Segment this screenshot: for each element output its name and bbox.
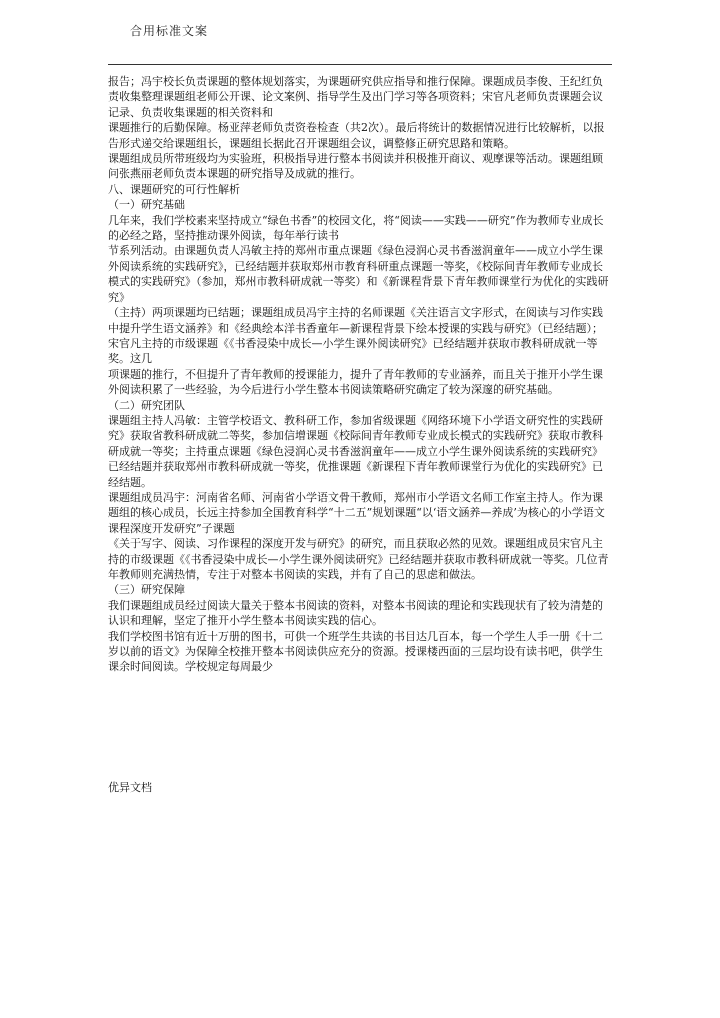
paragraph: （主持）两项课题均已结题；课题组成员冯宇主持的名师课题《关注语言文字形式，在阅读与习作实践中提升学生语文涵养》和《经典绘本洋书香童年—新课程背景下绘本授课的实践与研究》（已经结题）；宋官凡主持的市级课题《《书香浸染中成长—小学生课外阅读研究》已经结题并获取市教科研成就一等奖。这几 bbox=[108, 306, 603, 366]
subsection-heading: （二）研究团队 bbox=[108, 398, 185, 412]
paragraph: 课题组成员所带班级均为实验班，积极指导进行整本书阅读并积极推开商议、观摩课等活动。课题组顾问张燕丽老师负责本课题的研究指导及成就的推行。 bbox=[108, 152, 603, 181]
paragraph: 几年来，我们学校素来坚持成立“绿色书香”的校园文化，将“阅读——实践——研究”作为教师专业成长的必经之路，坚持推动课外阅读，每年举行读书 bbox=[108, 213, 604, 243]
paragraph: 我们课题组成员经过阅读大量关于整本书阅读的资料，对整本书阅读的理论和实践现状有了较为清楚的认识和理解，坚定了推开小学生整本书阅读实践的信心。 bbox=[108, 598, 603, 628]
paragraph: 课题推行的后勤保障。杨亚萍老师负责资卷检查（共2次）。最后将统计的数据情况进行比较解析，以报告形式递交给课题组长，课题组长据此召开课题组会议，调整修正研究思路和策略。 bbox=[108, 121, 605, 150]
document-body bbox=[108, 74, 612, 675]
paragraph: 课题组主持人冯敏：主管学校语文、教科研工作，参加省级课题《网络环境下小学语文研究性的实践研究》获取省教科研成就二等奖，参加信增课题《校际间青年教师专业成长模式的实践研究》获取市教科研成就一等奖；主持重点课题《绿色浸润心灵书香滋润童年——成立小学生课外阅读系统的实践研究》已经结题并获取郑州市教科研成就一等奖，优推课题《新课程下青年教师课堂行为优化的实践研究》已经结题。 bbox=[108, 413, 603, 489]
paragraph: 节系列活动。由课题负责人冯敏主持的郑州市重点课题《绿色浸润心灵书香滋润童年——成立小学生课外阅读系统的实践研究》，已经结题并获取郑州市教育科研重点课题一等奖，《校际间青年教师专业成长模式的实践研究》（参加，郑州市教科研成就一等奖）和《新课程背景下青年教师课堂行为优化的实践研究》 bbox=[108, 244, 609, 304]
page-header: 合用标准文案 bbox=[130, 24, 209, 38]
section-heading: 八、课题研究的可行性解析 bbox=[108, 182, 240, 196]
header-divider bbox=[108, 64, 612, 65]
paragraph: 我们学校图书馆有近十万册的图书，可供一个班学生共读的书目达几百本，每一个学生人手一册《十二岁以前的语文》为保障全校推开整本书阅读供应充分的资源。授课楼西面的三层均设有读书吧，供学生课余时间阅读。学校规定每周最少 bbox=[108, 629, 603, 674]
subsection-heading: （三）研究保障 bbox=[108, 583, 185, 597]
paragraph: 报告；冯宇校长负责课题的整体规划落实，为课题研究供应指导和推行保障。课题成员李俊、王纪红负责收集整理课题组老师公开课、论文案例、指导学生及出门学习等各项资料；宋官凡老师负责课题会议记录、负责收集课题的相关资料和 bbox=[108, 75, 603, 119]
paragraph: 《关于写字、阅读、习作课程的深度开发与研究》的研究，而且获取必然的见效。课题组成员宋官凡主持的市级课题《《书香浸染中成长—小学生课外阅读研究》已经结题并获取市教科研成就一等奖。几位青年教师则充满热情，专注于对整本书阅读的实践，并有了自己的思虑和做法。 bbox=[108, 537, 609, 581]
paragraph: 课题组成员冯宇：河南省名师、河南省小学语文骨干教师，郑州市小学语文名师工作室主持人。作为课题组的核心成员，长远主持参加全国教育科学“十二五”规划课题“以‘语文涵养—养成’为核心的小学语文课程深度开发研究”子课题 bbox=[108, 490, 605, 535]
subsection-heading: （一）研究基础 bbox=[108, 198, 185, 212]
page-footer: 优异文档 bbox=[108, 781, 152, 794]
paragraph: 项课题的推行，不但提升了青年教师的授课能力，提升了青年教师的专业涵养，而且关于推开小学生课外阅读积累了一些经验，为今后进行小学生整本书阅读策略研究确定了较为深邃的研究基础。 bbox=[108, 367, 603, 397]
